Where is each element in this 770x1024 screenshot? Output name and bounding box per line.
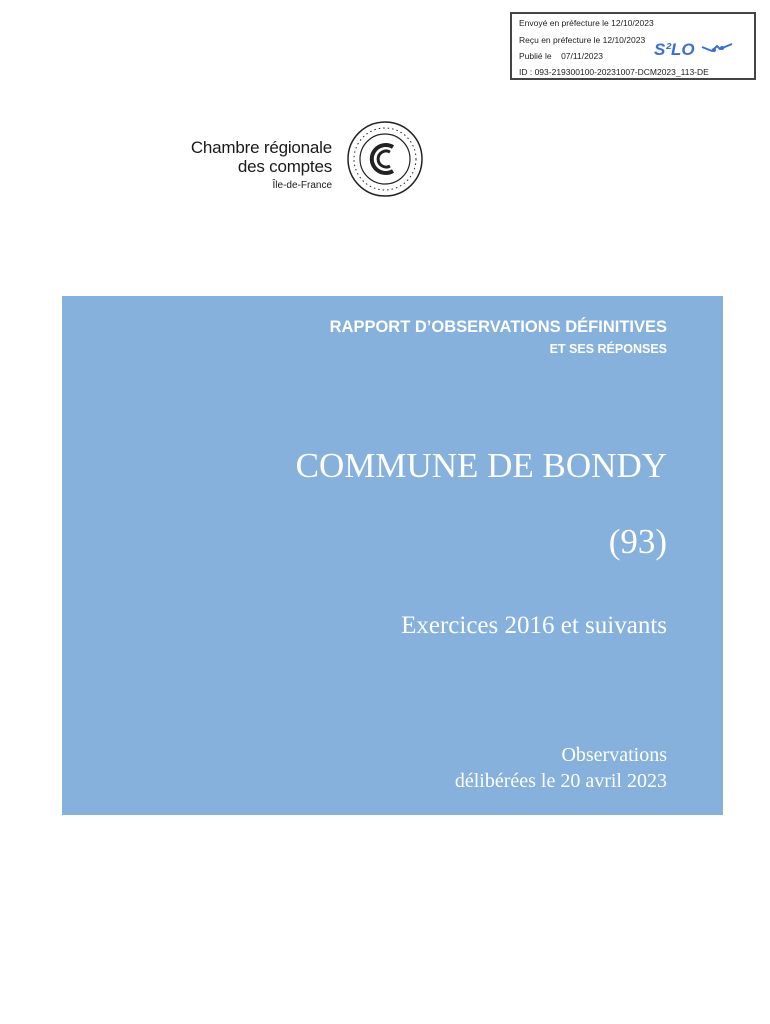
stamp-published: [519, 51, 603, 61]
stamp-id: ID : 093-219300100-20231007-DCM2023_113-DE: [519, 67, 709, 77]
report-subheading: ET SES RÉPONSES: [549, 342, 667, 356]
report-fiscal-years: Exercices 2016 et suivants: [401, 612, 667, 639]
institution-logo-text: [160, 138, 332, 191]
stamp-received-date: Reçu en préfecture le 12/10/2023: [519, 35, 646, 45]
stamp-published-label: Publié le: [519, 51, 552, 61]
report-observations-line2: délibérées le 20 avril 2023: [454, 770, 667, 792]
institution-region: Île-de-France: [272, 180, 332, 191]
report-heading: RAPPORT D’OBSERVATIONS DÉFINITIVES: [329, 318, 667, 336]
cour-des-comptes-seal-icon: [346, 120, 424, 198]
report-title: COMMUNE DE BONDY: [295, 446, 667, 485]
stamp-published-date: 07/11/2023: [561, 51, 603, 61]
report-cover-panel: [62, 296, 723, 815]
prefecture-stamp: [510, 12, 756, 80]
stamp-sent-date: Envoyé en préfecture le 12/10/2023: [519, 18, 654, 28]
report-observations-line1: Observations: [561, 744, 667, 766]
institution-name-line1: Chambre régionale: [190, 138, 332, 157]
slo-logo-text: S²LO: [654, 40, 695, 59]
institution-name-line2: des comptes: [237, 157, 332, 176]
slo-logo-icon: [654, 38, 734, 60]
report-department: (93): [608, 522, 667, 561]
